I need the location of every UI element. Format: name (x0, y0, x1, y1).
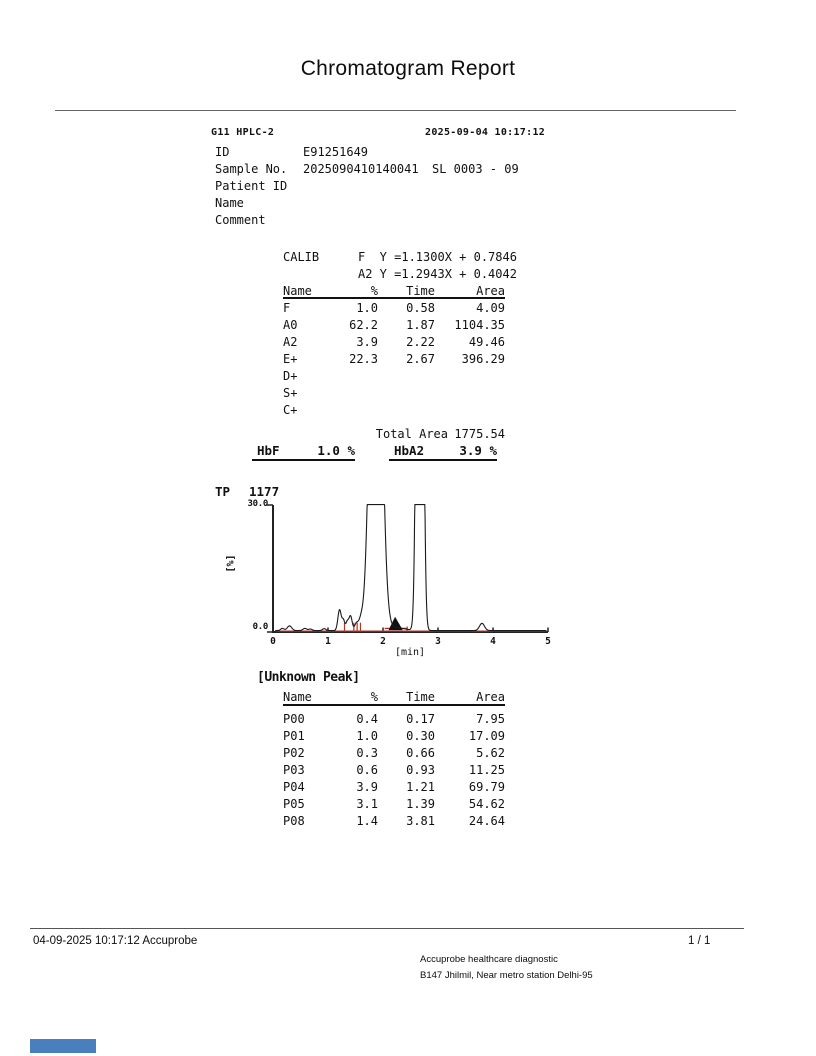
table-row (283, 779, 505, 796)
x-tick-label: 0 (270, 636, 276, 647)
header-cell: Time (406, 690, 435, 704)
unknown-peak-title: [Unknown Peak] (257, 670, 360, 685)
cell: 0.93 (406, 763, 435, 777)
y-max-label: 30.0 (247, 499, 268, 509)
page-title: Chromatogram Report (300, 57, 516, 80)
cell: 22.3 (349, 352, 378, 366)
info-label: Patient ID (215, 179, 288, 193)
table-row (283, 300, 505, 317)
table-row (283, 813, 505, 830)
cell: C+ (283, 403, 298, 417)
cell: 17.09 (468, 729, 505, 743)
footer-page-number: 1 / 1 (688, 935, 711, 947)
info-label: Sample No. (215, 162, 288, 176)
cell: 1.21 (406, 780, 435, 794)
org-address: B147 Jhilmil, Near metro station Delhi-95 (420, 970, 593, 981)
cell: 3.9 (356, 335, 378, 349)
cell: P04 (283, 780, 305, 794)
summary-hba2-label: HbA2 (394, 443, 425, 458)
cell: D+ (283, 369, 298, 383)
table-row (283, 745, 505, 762)
calib-equation: F Y =1.1300X + 0.7846 (358, 250, 517, 264)
cell: 4.09 (476, 301, 505, 315)
x-tick-label: 1 (325, 636, 331, 647)
cell: 1.87 (406, 318, 435, 332)
cell: 0.4 (356, 712, 378, 726)
cell: 7.95 (476, 712, 505, 726)
table-row (283, 762, 505, 779)
footer-datetime: 04-09-2025 10:17:12 Accuprobe (33, 935, 198, 947)
unknown-table-rule (283, 704, 505, 706)
cell: 2.22 (406, 335, 435, 349)
cell: P03 (283, 763, 305, 777)
cell: P05 (283, 797, 305, 811)
header-cell: % (370, 284, 378, 298)
info-label: Name (215, 196, 244, 210)
cell: 1.0 (356, 301, 378, 315)
title-divider (55, 110, 736, 111)
total-area-value: 1775.54 (454, 427, 505, 441)
cell: 62.2 (349, 318, 378, 332)
header-cell: Name (283, 690, 312, 704)
tp-value: 1177 (249, 484, 280, 499)
header-cell: Time (406, 284, 435, 298)
cell: 0.3 (356, 746, 378, 760)
cell: 1.39 (406, 797, 435, 811)
cell: 1104.35 (454, 318, 505, 332)
table-row (283, 368, 505, 385)
info-label: Comment (215, 213, 266, 227)
table-row (283, 351, 505, 368)
cell: 0.17 (406, 712, 435, 726)
cell: 54.62 (468, 797, 505, 811)
summary-hba2-value: 3.9 % (459, 443, 497, 458)
cell: 5.62 (476, 746, 505, 760)
footer-accent-bar (30, 1039, 96, 1053)
info-extra: SL 0003 - 09 (432, 162, 519, 176)
x-axis-unit: [min] (394, 647, 426, 658)
cell: A2 (283, 335, 298, 349)
calib-equation: A2 Y =1.2943X + 0.4042 (358, 267, 517, 281)
x-tick-label: 2 (380, 636, 386, 647)
footer-divider (30, 928, 744, 929)
cell: 0.30 (406, 729, 435, 743)
cell: 0.58 (406, 301, 435, 315)
chromatogram-chart (230, 488, 570, 658)
chromatogram-trace (275, 505, 546, 631)
total-area-label: Total Area (375, 427, 448, 441)
cell: 24.64 (468, 814, 505, 828)
cell: P08 (283, 814, 305, 828)
cell: E+ (283, 352, 298, 366)
y-min-label: 0.0 (252, 622, 268, 632)
table-row (283, 711, 505, 728)
cell: 3.1 (356, 797, 378, 811)
cell: 1.4 (356, 814, 378, 828)
summary-hbf-underline (252, 459, 355, 461)
header-cell: Area (476, 690, 505, 704)
cell: P01 (283, 729, 305, 743)
info-label: ID (215, 145, 230, 159)
summary-hba2-underline (389, 459, 497, 461)
cell: P02 (283, 746, 305, 760)
info-value: E91251649 (303, 145, 369, 159)
cell: 69.79 (468, 780, 505, 794)
x-tick-label: 4 (490, 636, 496, 647)
calib-label: CALIB (283, 250, 320, 264)
table-row (283, 385, 505, 402)
info-value: 2025090410140041 (303, 162, 419, 176)
table-row (283, 402, 505, 419)
cell: 2.67 (406, 352, 435, 366)
cell: F (283, 301, 291, 315)
cell: 11.25 (468, 763, 505, 777)
summary-hbf-value: 1.0 % (317, 443, 355, 458)
axis (273, 505, 548, 632)
cell: P00 (283, 712, 305, 726)
y-axis-unit: [%] (225, 554, 237, 573)
cell: A0 (283, 318, 298, 332)
device-datetime: 2025-09-04 10:17:12 (425, 127, 546, 138)
summary-hbf-label: HbF (257, 443, 280, 458)
cell: 49.46 (468, 335, 505, 349)
header-cell: Name (283, 284, 312, 298)
header-cell: Area (476, 284, 505, 298)
x-tick-label: 5 (545, 636, 551, 647)
device-model: G11 HPLC-2 (211, 127, 275, 138)
table-row (283, 334, 505, 351)
cell: 0.6 (356, 763, 378, 777)
x-tick-label: 3 (435, 636, 441, 647)
table-row (283, 317, 505, 334)
table-row (283, 796, 505, 813)
table-row (283, 728, 505, 745)
header-cell: % (370, 690, 378, 704)
peak-table-rule (283, 297, 505, 299)
cell: 3.9 (356, 780, 378, 794)
org-name: Accuprobe healthcare diagnostic (420, 954, 558, 965)
tp-label: TP (215, 484, 231, 499)
cell: 1.0 (356, 729, 378, 743)
cell: 3.81 (406, 814, 435, 828)
cell: S+ (283, 386, 298, 400)
cell: 396.29 (461, 352, 505, 366)
cell: 0.66 (406, 746, 435, 760)
